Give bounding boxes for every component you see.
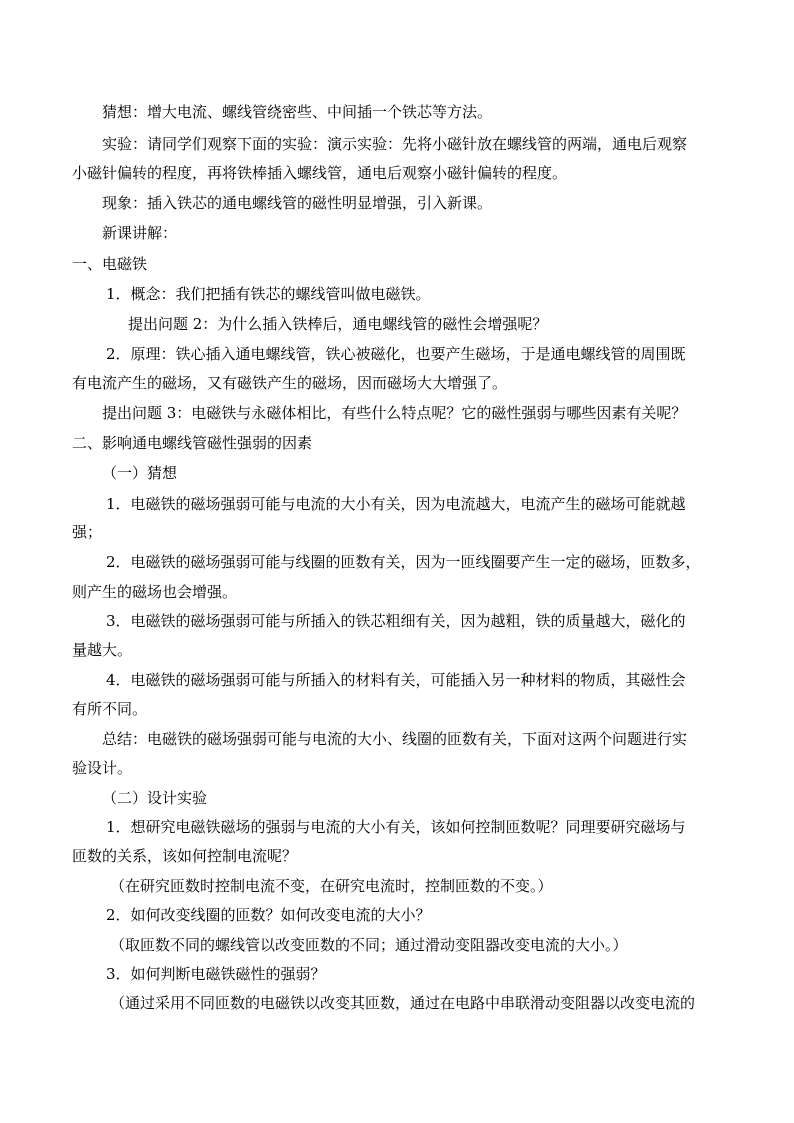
summary-cont: 验设计。 [72, 759, 133, 777]
guess-item-4: 4．电磁铁的磁场强弱可能与所插入的材料有关，可能插入另一种材料的物质，其磁性会 [106, 671, 686, 689]
summary: 总结：电磁铁的磁场强弱可能与电流的大小、线圈的匝数有关，下面对这两个问题进行实 [102, 730, 688, 748]
question-2: 提出问题 2：为什么插入铁棒后，通电螺线管的磁性会增强呢？ [128, 315, 548, 333]
paragraph-phenomenon: 现象：插入铁芯的通电螺线管的磁性明显增强，引入新课。 [102, 194, 493, 212]
guess-item-1-cont: 强； [72, 523, 103, 541]
subheading-design: （二）设计实验 [102, 789, 208, 807]
section-heading-1: 一、电磁铁 [72, 255, 148, 273]
question-3: 提出问题 3：电磁铁与永磁体相比，有些什么特点呢？它的磁性强弱与哪些因素有关呢？ [102, 404, 687, 422]
paragraph-guess: 猜想：增大电流、螺线管绕密些、中间插一个铁芯等方法。 [102, 103, 493, 121]
design-item-1: 1．想研究电磁铁磁场的强弱与电流的大小有关，该如何控制匝数呢？同理要研究磁场与 [106, 818, 686, 836]
design-item-1-cont: 匝数的关系，该如何控制电流呢？ [72, 847, 298, 865]
paragraph-experiment: 实验：请同学们观察下面的实验：演示实验：先将小磁针放在螺线管的两端，通电后观察 [102, 135, 688, 153]
guess-item-2-cont: 则产生的磁场也会增强。 [72, 583, 238, 601]
design-answer-3: （通过采用不同匝数的电磁铁以改变其匝数，通过在电路中串联滑动变阻器以改变电流的 [110, 994, 696, 1012]
guess-item-2: 2．电磁铁的磁场强弱可能与线圈的匝数有关，因为一匝线圈要产生一定的磁场，匝数多， [106, 553, 701, 571]
design-item-3: 3．如何判断电磁铁磁性的强弱？ [106, 965, 326, 983]
item-principle: 2．原理：铁心插入通电螺线管，铁心被磁化，也要产生磁场，于是通电螺线管的周围既 [106, 345, 686, 363]
paragraph-new-lesson: 新课讲解： [102, 224, 178, 242]
item-principle-cont: 有电流产生的磁场，又有磁铁产生的磁场，因而磁场大大增强了。 [72, 374, 508, 392]
guess-item-3-cont: 量越大。 [72, 641, 133, 659]
subheading-guess: （一）猜想 [102, 464, 178, 482]
design-answer-2: （取匝数不同的螺线管以改变匝数的不同；通过滑动变阻器改变电流的大小。） [110, 936, 628, 954]
paragraph-experiment-cont: 小磁针偏转的程度，再将铁棒插入螺线管，通电后观察小磁针偏转的程度。 [72, 164, 568, 182]
design-item-2: 2．如何改变线圈的匝数？如何改变电流的大小？ [106, 906, 431, 924]
guess-item-4-cont: 有所不同。 [72, 700, 148, 718]
guess-item-1: 1．电磁铁的磁场强弱可能与电流的大小有关，因为电流越大，电流产生的磁场可能就越 [106, 495, 686, 513]
design-answer-1: （在研究匝数时控制电流不变，在研究电流时，控制匝数的不变。） [110, 877, 553, 895]
section-heading-2: 二、影响通电螺线管磁性强弱的因素 [72, 434, 313, 452]
item-concept: 1．概念：我们把插有铁芯的螺线管叫做电磁铁。 [106, 285, 431, 303]
guess-item-3: 3．电磁铁的磁场强弱可能与所插入的铁芯粗细有关，因为越粗，铁的质量越大，磁化的 [106, 612, 686, 630]
